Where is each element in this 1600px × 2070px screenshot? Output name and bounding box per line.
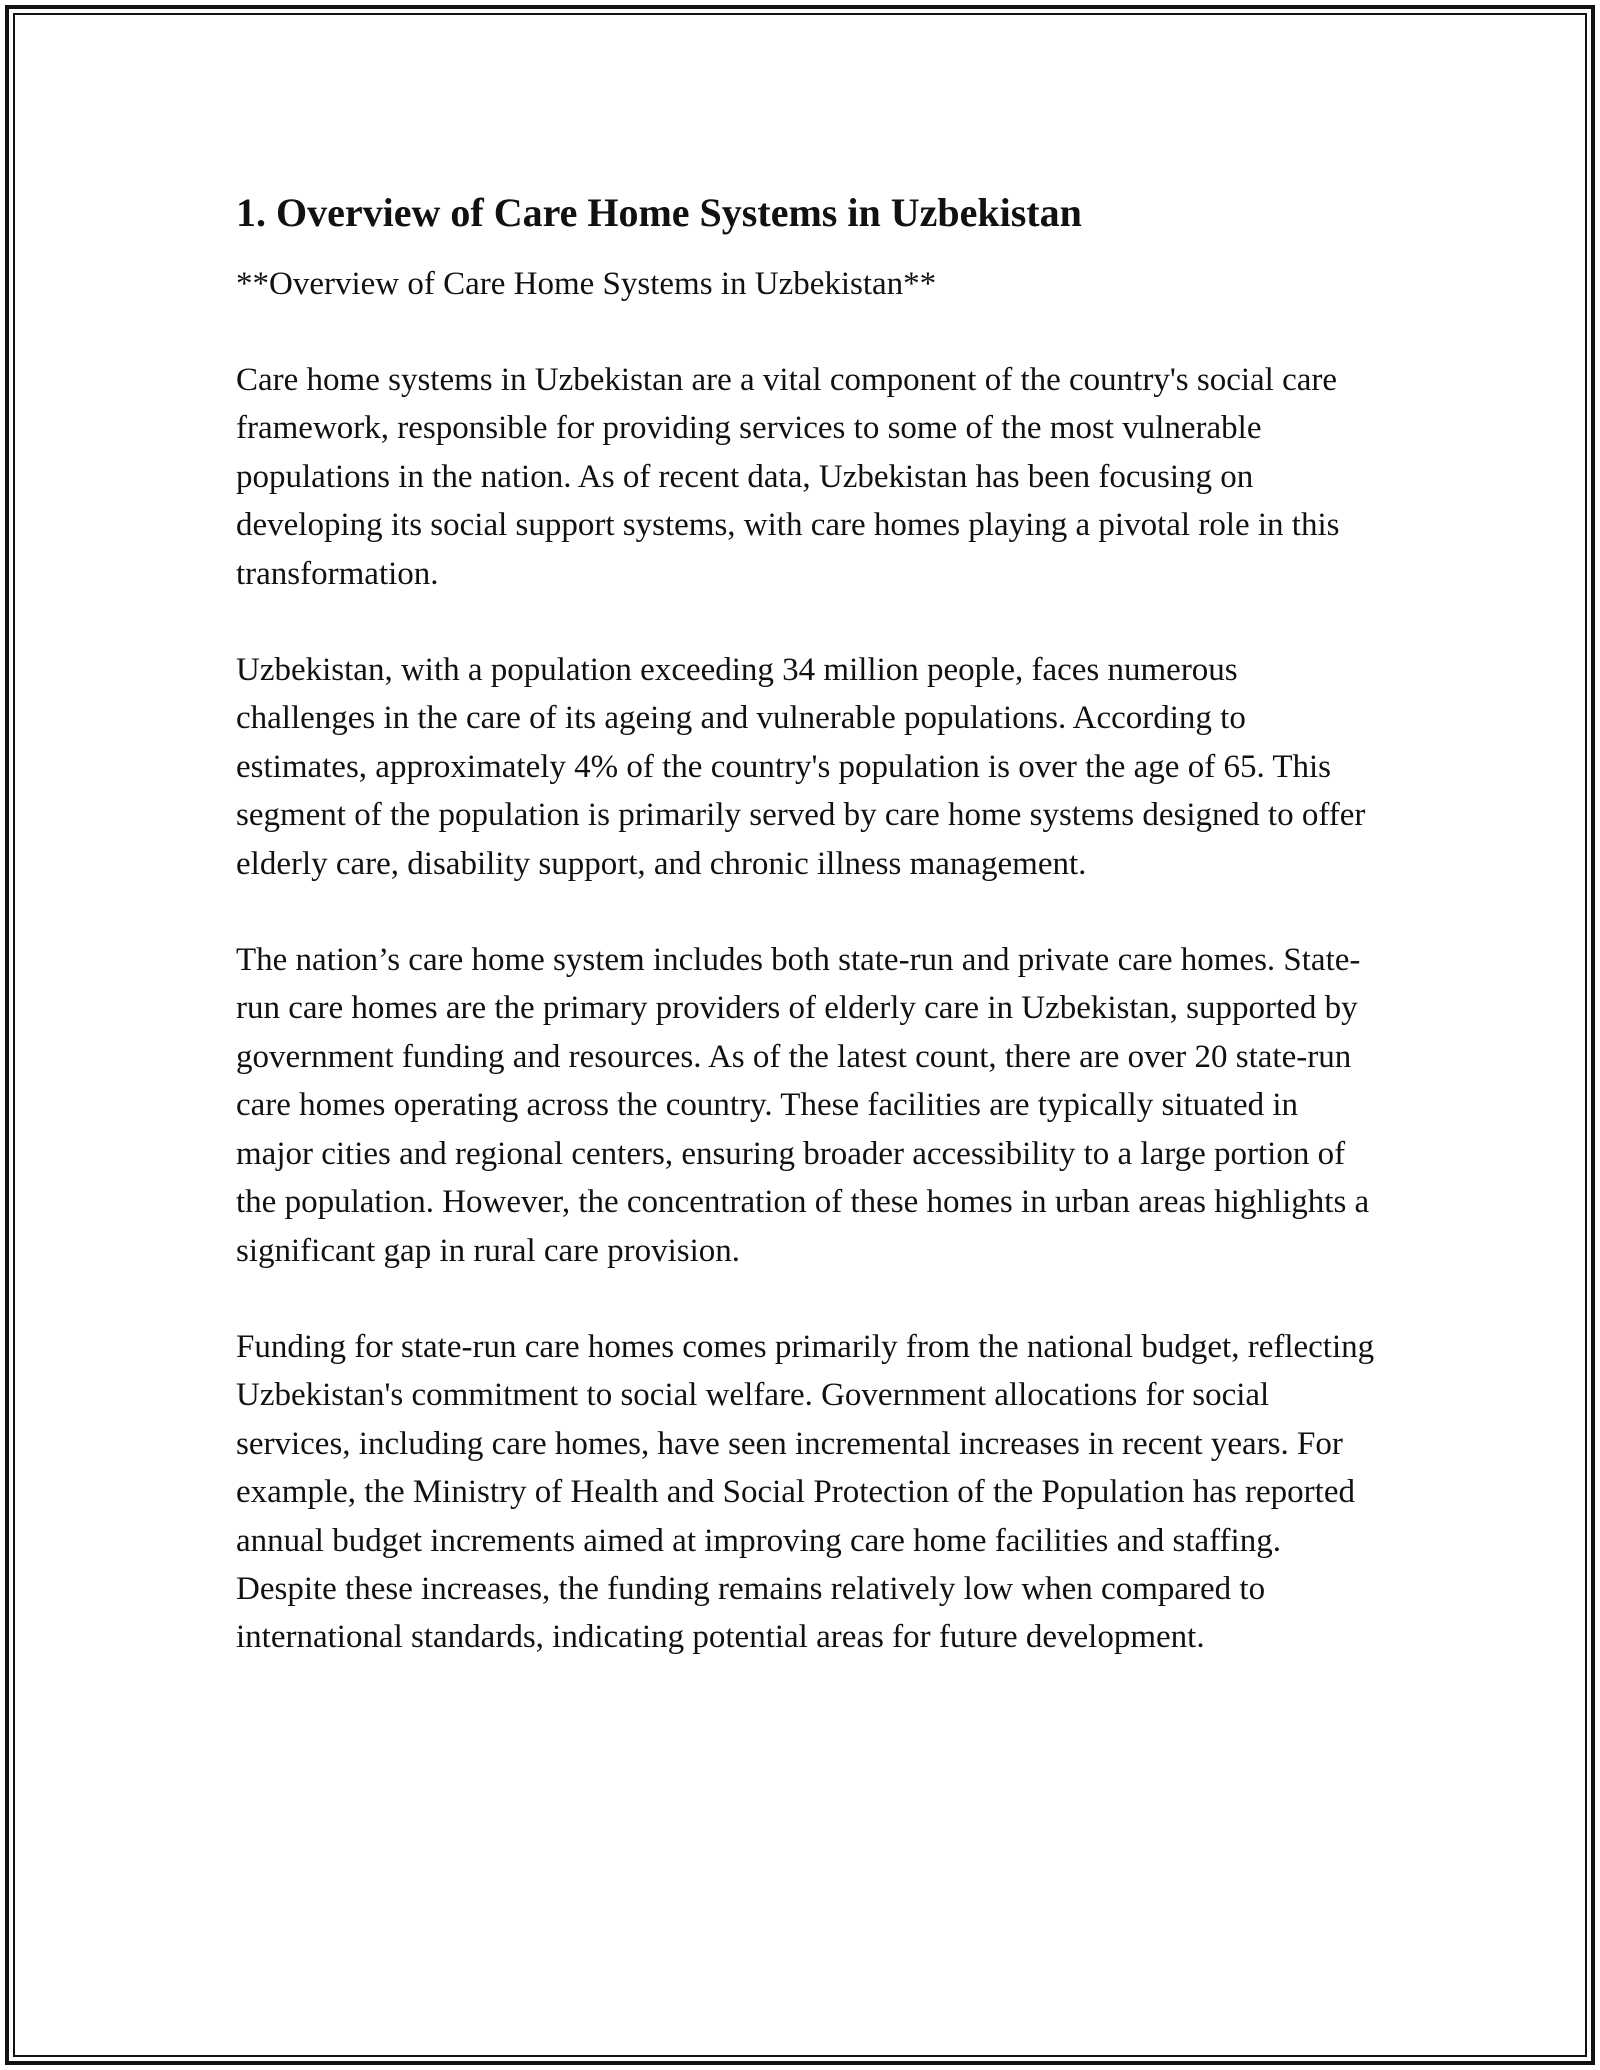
paragraph-population: Uzbekistan, with a population exceeding 34 million people, faces numerous challenges in the care of its ageing and vulnerable populations. According to estimates, approximately 4% of the country's population is over the age of 65. This segment of the population is primarily served by care home systems designed to offer elderly care, disability support, and chronic illness management.: [236, 652, 1366, 882]
section-heading: 1. Overview of Care Home Systems in Uzbekistan: [236, 190, 1082, 235]
section-subtitle: **Overview of Care Home Systems in Uzbekistan**: [236, 266, 937, 302]
document-body: [236, 186, 1376, 1662]
paragraph-funding: Funding for state-run care homes comes primarily from the national budget, reflecting Uzbekistan's commitment to social welfare. Government allocations for social services, including care homes, have seen incremental increases in recent years. For example, the Ministry of Health and Social Protection of the Population has reported annual budget increments aimed at improving care home facilities and staffing. Despite these increases, the funding remains relatively low when compared to international standards, indicating potential areas for future development.: [236, 1328, 1375, 1656]
paragraph-care-home-types: The nation’s care home system includes both state-run and private care homes. State-run care homes are the primary providers of elderly care in Uzbekistan, supported by government funding and resources. As of the latest count, there are over 20 state-run care homes operating across the country. These facilities are typically situated in major cities and regional centers, ensuring broader accessibility to a large portion of the population. However, the concentration of these homes in urban areas highlights a significant gap in rural care provision.: [236, 942, 1370, 1269]
paragraph-intro: Care home systems in Uzbekistan are a vital component of the country's social care framework, responsible for providing services to some of the most vulnerable populations in the nation. As of recent data, Uzbekistan has been focusing on developing its social support systems, with care homes playing a pivotal role in this transformation.: [236, 362, 1340, 592]
